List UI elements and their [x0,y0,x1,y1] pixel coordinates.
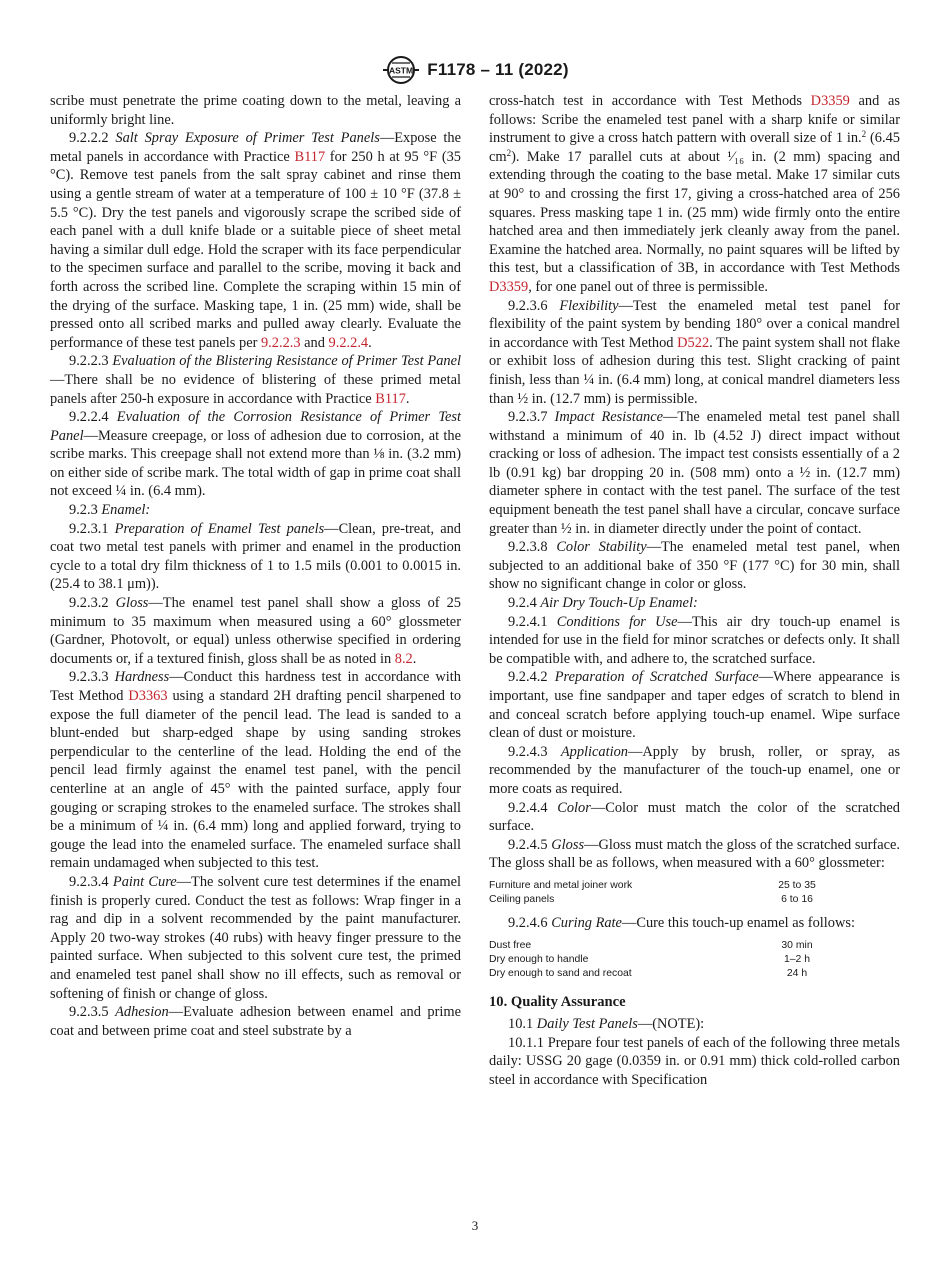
ref-link-d3359[interactable]: D3359 [810,93,850,109]
page-number: 3 [471,1218,479,1233]
ref-link-d3359-2[interactable]: D3359 [489,278,529,295]
ref-link-8-2[interactable]: 8.2 [394,650,413,667]
paragraph-9-2-4-6: 9.2.4.6 Curing Rate—Cure this touch-up enamel as follows: [508,914,855,931]
section-heading-quality-assurance: 10. Quality Assurance [489,993,626,1010]
ref-link-b117-2[interactable]: B117 [375,390,406,407]
paragraph-9-2-2-4: 9.2.2.4 Evaluation of the Corrosion Resistance of Primer Test Panel—Measure creepage, or loss of adhesion due to corrosion, at the scribe marks. This creepage shall not extend more than ⅛ in. (3.2 mm) on either side of scribe mark. The total width of gap in prime coat shall not exceed ¼ in. (6.4 mm). [50,409,461,500]
table-row [489,953,900,967]
ref-link-b117[interactable]: B117 [294,148,326,165]
gloss-table [489,879,900,907]
paragraph-9-2-3-3: 9.2.3.3 Hardness—Conduct this hardness test in accordance with Test Method D3363 using a standard 2H drafting pencil sharpened to expose the full diameter of the pencil lead. The lead is sanded to a blunt-ended but sharp-edged shape by using sanding strokes perpendicular to the centerline of the lead. Holding the end of the pencil lead firmly against the enamel test panel, with the pencil centerline at an angle of 45° with the painted surface, apply four gouging or scraping strokes to the enameled surface. The strokes shall be a minimum of ¼ in. (6.4 mm) long and applied forward, trying to gouge the lead into the enameled surface. The enameled surface shall remain undamaged when subjected to this test. [50,669,462,872]
left-column [50,92,461,1040]
astm-logo-icon [381,55,421,85]
cure-value: 24 h [786,967,808,979]
paragraph-9-2-2-2: 9.2.2.2 Salt Spray Exposure of Primer Test Panels—Expose the metal panels in accordance with Practice B117 for 250 h at 95 °F (35 °C). Remove test panels from the salt spray cabinet and rinse them using a gentle stream of water at a temperature of 100 ± 10 °F (37.8 ± 5.5 °C). Dry the test panels and vigorously scrape the scribed side of each panel with a dull knife blade or a suitable piece of sheet metal having a similar dull edge. Hold the scraper with its face perpendicular to the specimen surface and parallel to the scribe, moving it back and forth across the scribed line. Complete the scraping within 15 min of the drying of the surface. Masking tape, 1 in. (25 mm) wide, shall be pressed onto all scribed marks and pulled away clearly. Evaluate the performance of these test panels per 9.2.2.3 and 9.2.2.4. [50,130,461,351]
paragraph-9-2-3-2: 9.2.3.2 Gloss—The enamel test panel shall show a gloss of 25 minimum to 35 maximum when measured using a 60° glossmeter (Gardner, Photovolt, or equal) unless otherwise specified in ordering documents or, if a textured finish, gloss shall be as noted in 8.2. [50,595,461,667]
gloss-label: Furniture and metal joiner work [489,879,633,891]
paragraph-9-2-4-4: 9.2.4.4 Color—Color must match the color of the scratched surface. [489,799,900,835]
ref-link-9-2-2-4[interactable]: 9.2.2.4 [328,334,369,351]
paragraph-9-2-4-2: 9.2.4.2 Preparation of Scratched Surface—Where appearance is important, use fine sandpaper and taper edges of scratch to blend in and conceal scratch before applying touch-up enamel. Wipe surface clean of dust or moisture. [489,669,900,742]
paragraph-9-2-4-5: 9.2.4.5 Gloss—Gloss must match the gloss of the scratched surface. The gloss shall be as follows, when measured with a 60° glossmeter: [489,836,900,872]
table-row [489,939,900,953]
paragraph-9-2-3-7: 9.2.3.7 Impact Resistance—The enameled metal test panel shall withstand a minimum of 40 in. lb (4.52 J) direct impact without cracking or loss of adhesion. The impact test consists essentially of a 2 lb (0.91 kg) bar dropping 20 in. (508 mm) onto a ½ in. (12.7 mm) diameter sphere in contact with the test panel. The surface of the test equipment beneath the test panel shall have a circular, concave surface greater than ½ in. in diameter directly under the point of contact. [489,409,900,537]
paragraph-9-2-4: 9.2.4 Air Dry Touch-Up Enamel: [508,595,698,612]
paragraph-9-2-3-6: 9.2.3.6 Flexibility—Test the enameled metal test panel for flexibility of the paint system by bending 180° over a conical mandrel in accordance with Test Method D522. The paint system shall not flake or exhibit loss of adhesion during this test. Slight cracking of paint finish, less than ¼ in. (6.4 mm) long, at conical mandrel diameters less than ½ in. (12.7 mm) is permissible. [489,297,901,407]
gloss-label: Ceiling panels [489,893,555,905]
cure-value: 1–2 h [783,953,810,965]
table-row [489,893,900,907]
page-header [0,52,950,88]
cure-label: Dry enough to sand and recoat [489,967,632,979]
paragraph-9-2-4-1: 9.2.4.1 Conditions for Use—This air dry touch-up enamel is intended for use in the field for minor scratches or defects only. It shall be compatible with, and adhere to, the scratched surface. [489,613,900,667]
ref-link-d3363[interactable]: D3363 [128,688,168,704]
paragraph-9-2-3-4: 9.2.3.4 Paint Cure—The solvent cure test determines if the enamel finish is properly cured. Conduct the test as follows: Wrap finger in a rag and dip in a solvent recommended by the paint manufacturer. Apply 20 two-way strokes (40 rubs) with heavy finger pressure to the painted surface. When subjected to this solvent cure test, the primed and enameled test panel shall show no ill effects, such as removal or softening of finish or change of gloss. [50,873,461,1002]
paragraph-adhesion-continued: cross-hatch test in accordance with Test Methods D3359 and as follows: Scribe the enameled test panel with a sharp knife or similar instrument to give a cross hatch pattern with overall size of 1 in.$^2$ (6.45 $cm^2$). Make 17 parallel cuts at about ¹⁄₁₆ in. (2 mm) spacing and extending through the coating to the base metal. Make 17 similar cuts at 90° to and crossing the first 17, giving a cross-hatched area of 256 squares. Press masking tape 1 in. (25 mm) wide firmly onto the entire hatched area and then immediately jerk cleanly away from the panel. Examine the hatched area. Normally, no paint squares will be lifted by this test, but a classification of 3B, in accordance with Test Methods D3359, for one panel out of three is permissible. [489,93,900,295]
paragraph-9-2-3-1: 9.2.3.1 Preparation of Enamel Test panels—Clean, pre-treat, and coat two metal test panels with primer and enamel in the production cycle to a total dry film thickness of 1 to 1.5 mils (0.001 to 0.0015 in. (25.4 to 38.1 μm)). [50,520,461,593]
table-row [489,967,900,981]
paragraph-scribe-continued: scribe must penetrate the prime coating down to the metal, leaving a uniformly bright line. [50,93,461,128]
cure-label: Dry enough to handle [489,953,589,965]
astm-logo-text: ASTM [389,65,414,76]
cure-table [489,939,900,981]
cure-value: 30 min [781,939,813,951]
ref-link-9-2-2-3[interactable]: 9.2.2.3 [260,334,301,351]
paragraph-9-2-2-3: 9.2.2.3 Evaluation of the Blistering Resistance of Primer Test Panel—There shall be no evidence of blistering of these primed metal panels after 250-h exposure in accordance with Practice B117. [50,353,461,407]
document-designation: F1178 – 11 (2022) [427,60,569,79]
paragraph-9-2-3: 9.2.3 Enamel: [69,502,151,519]
paragraph-10-1-1: 10.1.1 Prepare four test panels of each of the following three metals daily: USSG 20 gage (0.0359 in. or 0.91 mm) thick cold-rolled carbon steel in accordance with Specification [489,1034,900,1088]
table-row [489,879,900,893]
paragraph-9-2-4-3: 9.2.4.3 Application—Apply by brush, roller, or spray, as recommended by the manufacturer of the touch-up enamel, one or more coats as required. [489,743,900,797]
paragraph-10-1: 10.1 Daily Test Panels—(NOTE): [508,1016,705,1033]
paragraph-9-2-3-5: 9.2.3.5 Adhesion—Evaluate adhesion between enamel and prime coat and between prime coat and steel substrate by a [50,1004,461,1039]
gloss-value: 25 to 35 [778,879,816,891]
paragraph-9-2-3-8: 9.2.3.8 Color Stability—The enameled metal test panel, when subjected to an additional bake of 350 °F (177 °C) for 30 min, shall show no significant change in color or gloss. [489,539,900,593]
gloss-value: 6 to 16 [781,893,813,905]
right-column [489,92,900,1090]
cure-label: Dust free [489,939,532,951]
ref-link-d522[interactable]: D522 [677,334,710,351]
